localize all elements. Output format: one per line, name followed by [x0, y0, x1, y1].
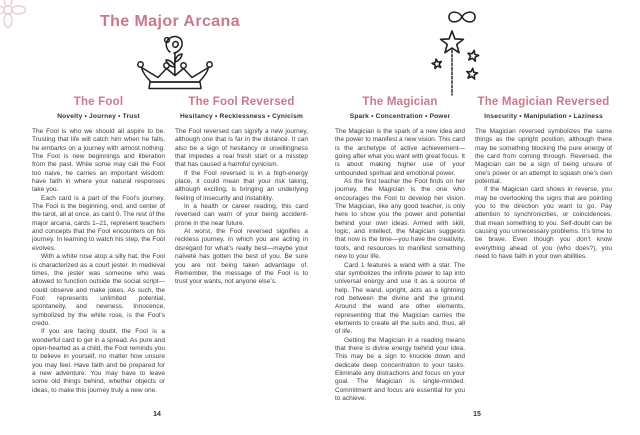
section-body — [175, 128, 308, 287]
section-keywords: Hesitancy • Recklessness • Cynicism — [179, 113, 304, 120]
section-the-fool — [32, 96, 165, 395]
body-paragraph: Card 1 features a wand with a star. The star symbolizes the infinite power to tap into universal energy and use it as a source of help. The wand, upright, acts as a lightning rod between the divine and the ground. Around the wand are other elements, representing that the Magician carries the elements to create all the suits and, thus, all of life. — [335, 261, 465, 336]
body-paragraph: If you are facing doubt, the Fool is a wonderful card to get in a spread. As pure and open-hearted as a child, the Fool reminds you to believe in yourself, no matter how unsure you may feel. Have faith and be prepared for a new adventure. You may have to leave some old things behind, whether objects or ideas, to make this journey truly a new one. — [32, 328, 165, 394]
section-the-magician-reversed — [475, 96, 612, 403]
body-paragraph: As the first teacher the Fool finds on her journey, the Magician is the one who encourages the Fool to develop her vision. The Magician, like any good teacher, is only here to show you the power and potential behind your own ideas. Armed with skill, logic, and intellect, the Magician suggests that now is the time—you have the creativity, tools, and resources to manifest something new to your life. — [335, 178, 465, 261]
section-heading: The Fool Reversed — [188, 96, 295, 108]
left-page-columns — [32, 96, 308, 395]
page-number-left: 14 — [153, 411, 161, 418]
body-paragraph: If the Fool reversed is in a high-energy place, it could mean that your risk taking, although exciting, is bringing an underlying feeling of insecurity and instability. — [175, 169, 308, 202]
page-number-right: 15 — [473, 411, 481, 418]
body-paragraph: The Fool is who we should all aspire to be. Trusting that life will catch him when he falls, he embarks on a journey with almost nothing. The Fool is new beginnings and liberation from the past. While some may call the Fool too naive, he carries an important wisdom: have faith in where your natural responses take you. — [32, 128, 165, 194]
rose-jester-crown-icon — [130, 33, 220, 95]
section-keywords: Insecurity • Manipulation • Laziness — [484, 113, 603, 120]
right-page-columns — [335, 96, 612, 403]
body-paragraph: With a white rose atop a silly hat, the Fool is characterized as a court jester. In medieval times, the jester was someone who was allowed to function outside the social script—could observe and make jokes. As such, the Fool represents unlimited potential, spontaneity, and newness. Innocence, symbolized by the white rose, is the Fool’s credo. — [32, 253, 165, 327]
body-paragraph: Getting the Magician in a reading means that there is divine energy behind your idea. This may be a sign to knuckle down and dedicate deep concentration to your tasks. Eliminate any distractions and focus on your goal. The Magician is single-minded. Commitment and focus are essential for you to achieve. — [335, 336, 465, 402]
section-body — [475, 128, 612, 262]
section-the-fool-reversed — [175, 96, 308, 395]
section-heading: The Magician — [362, 96, 438, 108]
section-keywords: Spark • Concentration • Power — [349, 113, 451, 120]
section-heading: The Fool — [73, 96, 124, 108]
body-paragraph: The Fool reversed can signify a new journey, although one that is far in the distance. It can also be a sign of hesitancy or unwillingness that impedes a real fresh start or a misstep that has caused a harmful cynicism. — [175, 128, 308, 169]
body-paragraph: The Magician is the spark of a new idea and the power to manifest a new vision. This card is the archetype of active achievement—going after what you want with great focus. It is about making higher use of your unbounded spiritual and emotional power. — [335, 128, 465, 177]
body-paragraph: If the Magician card shows in reverse, you may be overlooking the signs that are pointing you to the direction you want to go. Pay attention to synchronicities, or coincidences, that mean something to you. Self-doubt can be causing you unnecessary problems. It’s time to be brave. Even though you don’t know everything ahead of you (who does?), you need to have faith in your own abilities. — [475, 186, 612, 261]
body-paragraph: In a health or career reading, this card reversed can warn of your being accident-prone in the near future. — [175, 203, 308, 227]
section-the-magician — [335, 96, 465, 403]
body-paragraph: At worst, the Fool reversed signifies a reckless journey, in which you are acting in disregard for what’s really best—maybe your naïveté has gotten the best of you. Be sure you are not being taken advantage of. Remember, the message of the Fool is to trust your wants, not anyone else’s. — [175, 228, 308, 286]
chapter-title: The Major Arcana — [99, 13, 241, 30]
section-heading: The Magician Reversed — [477, 96, 610, 108]
body-paragraph: The Magician reversed symbolizes the same things as the upright position, although there may be something blocking the pure energy of the card from coming through. Reversed, the Magician can be a sign of being unsure of one’s power or an attempt to squash one’s own potential. — [475, 128, 612, 186]
body-paragraph: Each card is a part of the Fool’s journey. The Fool is the beginning, end, and center of the tarot, all at once, as card 0. The rest of the major arcana, cards 1–21, represent teachers and concepts that the Fool encounters on his journey. In learning to watch his step, the Fool evolves. — [32, 194, 165, 252]
infinity-wand-stars-icon — [416, 6, 496, 106]
section-body — [32, 128, 165, 395]
right-page — [320, 0, 640, 435]
section-keywords: Novelty • Journey • Trust — [57, 113, 140, 120]
section-body — [335, 128, 465, 403]
